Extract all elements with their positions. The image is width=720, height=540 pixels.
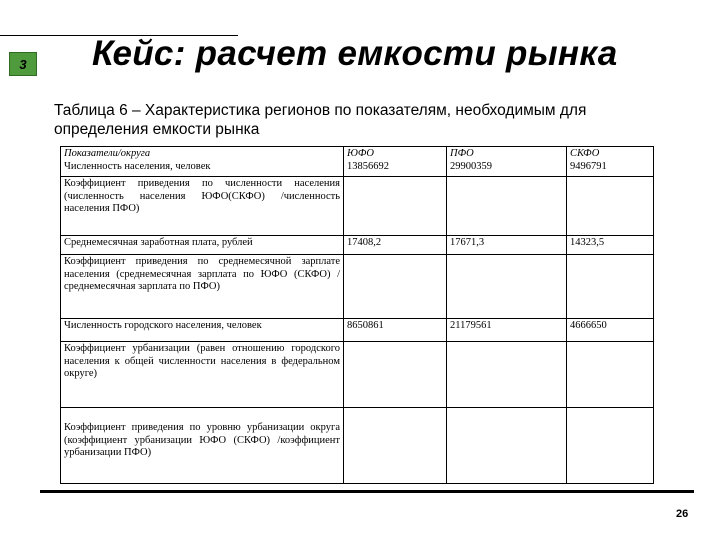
- cell-value: [344, 177, 447, 236]
- cell-value: 4666650: [567, 319, 654, 342]
- row-label: Коэффициент приведения по среднемесячной зарплате населения (среднемесячная зарплата по ЮФО (СКФО) /среднемесячная зарплата по ПФО): [61, 255, 344, 319]
- cell-value: 13856692: [347, 160, 389, 172]
- column-header-indicators: Показатели/округа: [64, 148, 151, 159]
- row-label: Численность городского населения, человек: [61, 319, 344, 342]
- table-cell-skfo: [567, 147, 654, 177]
- cell-value: [344, 408, 447, 484]
- table-cell-label: [61, 147, 344, 177]
- table-row: [61, 236, 654, 255]
- cell-value: [447, 408, 567, 484]
- table-row: [61, 319, 654, 342]
- table-cell-pfo: [447, 147, 567, 177]
- page-number: 26: [676, 508, 689, 520]
- cell-value: [447, 342, 567, 408]
- row-label: Коэффициент приведения по уровню урбанизации округа (коэффициент урбанизации ЮФО (СКФО) /коэффициент урбанизации ПФО): [61, 408, 344, 484]
- cell-value: [567, 342, 654, 408]
- cell-value: [567, 408, 654, 484]
- cell-value: 29900359: [450, 160, 492, 172]
- cell-value: 14323,5: [567, 236, 654, 255]
- row-label: Среднемесячная заработная плата, рублей: [61, 236, 344, 255]
- column-header-skfo: СКФО: [570, 148, 600, 159]
- table-row: [61, 177, 654, 236]
- bottom-rule: [40, 490, 694, 493]
- column-header-pfo: ПФО: [450, 148, 474, 159]
- cell-value: 17671,3: [447, 236, 567, 255]
- regions-table: [60, 146, 654, 484]
- cell-value: 21179561: [447, 319, 567, 342]
- table-cell-yufo: [344, 147, 447, 177]
- table-row: [61, 342, 654, 408]
- cell-value: 9496791: [570, 160, 607, 172]
- slide-number-badge: 3: [9, 52, 37, 76]
- cell-value: 17408,2: [344, 236, 447, 255]
- table-caption: Таблица 6 – Характеристика регионов по показателям, необходимым для определения емкости рынка: [54, 102, 587, 138]
- cell-value: [447, 177, 567, 236]
- table-row-header-population: [61, 147, 654, 177]
- cell-value: [567, 177, 654, 236]
- cell-value: [344, 255, 447, 319]
- row-label: Коэффициент урбанизации (равен отношению городского населения к общей численности населения в федеральном округе): [61, 342, 344, 408]
- row-label: Численность населения, человек: [64, 160, 211, 172]
- cell-value: [344, 342, 447, 408]
- cell-value: 8650861: [344, 319, 447, 342]
- slide-title: Кейс: расчет емкости рынка: [92, 34, 618, 73]
- table-row: [61, 408, 654, 484]
- cell-value: [447, 255, 567, 319]
- table-row: [61, 255, 654, 319]
- cell-value: [567, 255, 654, 319]
- row-label: Коэффициент приведения по численности населения (численность населения ЮФО(СКФО) /численность населения ПФО): [61, 177, 344, 236]
- column-header-yufo: ЮФО: [347, 148, 374, 159]
